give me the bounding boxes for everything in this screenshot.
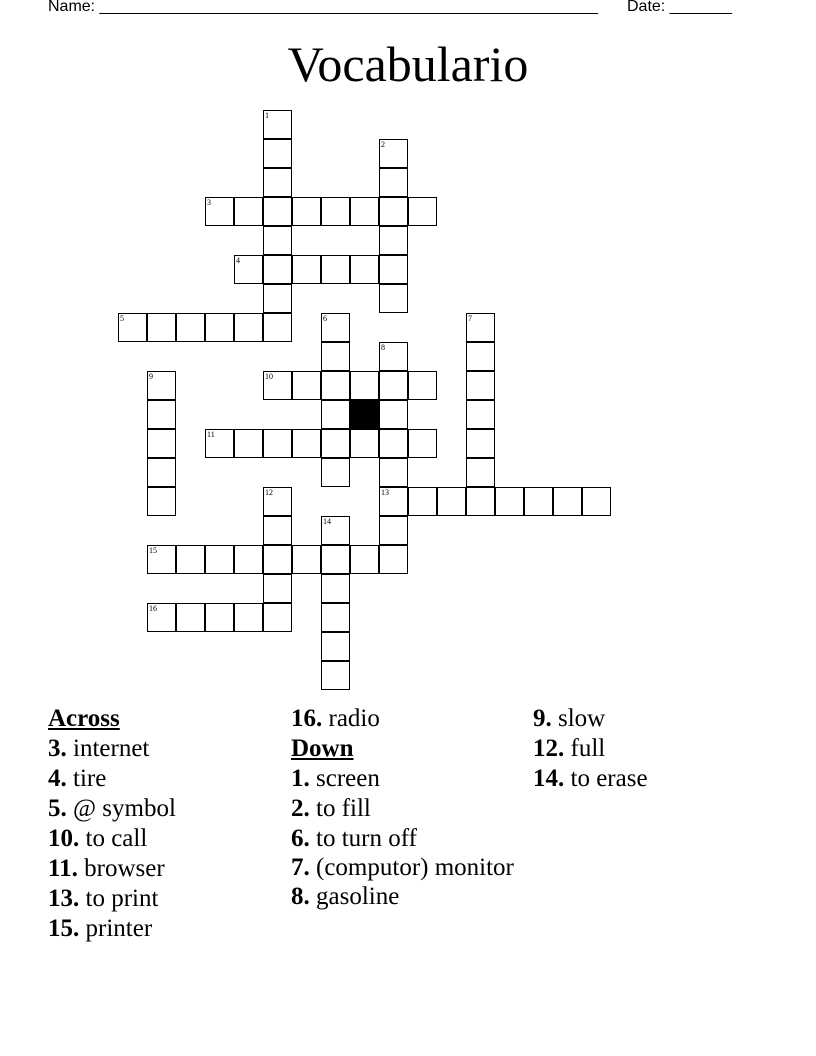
crossword-cell[interactable] [263,574,292,603]
crossword-cell[interactable] [379,516,408,545]
crossword-cell[interactable] [263,197,292,226]
crossword-cell[interactable] [234,255,263,284]
crossword-cell[interactable] [263,313,292,342]
across-clue-5: 5. @ symbol [48,795,176,822]
down-heading: Down [291,735,354,762]
crossword-cell[interactable] [437,487,466,516]
clue-number: 2 [381,140,385,149]
crossword-cell[interactable] [408,487,437,516]
crossword-cell[interactable] [147,371,176,400]
across-clue-4: 4. tire [48,765,107,792]
crossword-cell[interactable] [234,313,263,342]
clue-number: 1 [265,111,269,120]
crossword-cell[interactable] [321,371,350,400]
crossword-cell[interactable] [379,139,408,168]
clue-number: 15 [149,546,157,555]
crossword-cell[interactable] [263,284,292,313]
crossword-cell[interactable] [582,487,611,516]
crossword-cell[interactable] [379,487,408,516]
crossword-cell[interactable] [263,139,292,168]
date-line: Date: _______ [627,0,732,15]
crossword-cell[interactable] [321,603,350,632]
crossword-cell[interactable] [321,574,350,603]
crossword-cell[interactable] [321,342,350,371]
clue-number: 5 [120,314,124,323]
crossword-cell[interactable] [321,429,350,458]
crossword-cell[interactable] [263,255,292,284]
clue-number: 9 [149,372,153,381]
crossword-cell[interactable] [321,545,350,574]
down-clue-2: 2. to fill [291,795,371,822]
crossword-cell[interactable] [234,603,263,632]
crossword-cell[interactable] [263,487,292,516]
crossword-cell[interactable] [321,661,350,690]
crossword-cell[interactable] [495,487,524,516]
clue-number: 4 [236,256,240,265]
crossword-cell[interactable] [292,545,321,574]
crossword-cell[interactable] [321,197,350,226]
down-clue-1: 1. screen [291,765,380,792]
crossword-cell[interactable] [263,226,292,255]
crossword-cell[interactable] [350,197,379,226]
crossword-cell[interactable] [147,400,176,429]
clue-number: 6 [323,314,327,323]
clues-column-1 [48,704,278,944]
crossword-cell[interactable] [379,545,408,574]
clue-number: 16 [149,604,157,613]
crossword-cell[interactable] [379,371,408,400]
crossword-cell[interactable] [234,545,263,574]
down-clue-7: 7. (computor) monitor [291,854,514,881]
crossword-cell[interactable] [292,371,321,400]
across-heading: Across [48,705,120,732]
crossword-cell[interactable] [292,197,321,226]
across-clue-11: 11. browser [48,855,165,882]
crossword-cell[interactable] [321,255,350,284]
clues-column-2 [291,704,521,912]
crossword-cell[interactable] [379,400,408,429]
page-title: Vocabulario [287,36,529,92]
crossword-cell[interactable] [205,313,234,342]
down-clue-14: 14. to erase [533,765,648,792]
crossword-cell[interactable] [379,458,408,487]
crossword-cell[interactable] [292,255,321,284]
clue-number: 7 [468,314,472,323]
crossword-cell[interactable] [321,458,350,487]
crossword-black-cell [350,400,379,429]
crossword-cell[interactable] [350,545,379,574]
down-clue-12: 12. full [533,735,606,762]
clue-number: 13 [381,488,389,497]
crossword-cell[interactable] [321,632,350,661]
crossword-cell[interactable] [147,458,176,487]
crossword-cell[interactable] [466,487,495,516]
crossword-cell[interactable] [524,487,553,516]
crossword-cell[interactable] [234,197,263,226]
clues-column-3 [533,704,773,794]
crossword-cell[interactable] [147,313,176,342]
crossword-cell[interactable] [321,516,350,545]
crossword-cell[interactable] [147,603,176,632]
crossword-cell[interactable] [118,313,147,342]
crossword-cell[interactable] [408,429,437,458]
crossword-cell[interactable] [408,371,437,400]
crossword-cell[interactable] [379,168,408,197]
crossword-cell[interactable] [466,458,495,487]
crossword-cell[interactable] [379,429,408,458]
crossword-cell[interactable] [263,516,292,545]
crossword-cell[interactable] [466,371,495,400]
clue-number: 12 [265,488,273,497]
crossword-cell[interactable] [147,429,176,458]
crossword-cell[interactable] [379,226,408,255]
crossword-cell[interactable] [292,429,321,458]
crossword-cell[interactable] [466,429,495,458]
crossword-cell[interactable] [147,545,176,574]
crossword-cell[interactable] [321,400,350,429]
crossword-cell[interactable] [205,545,234,574]
across-clue-13: 13. to print [48,885,159,912]
crossword-cell[interactable] [466,342,495,371]
across-clue-3: 3. internet [48,735,150,762]
crossword-cell[interactable] [350,429,379,458]
clue-number: 10 [265,372,273,381]
crossword-cell[interactable] [263,429,292,458]
crossword-cell[interactable] [466,400,495,429]
crossword-cell[interactable] [263,545,292,574]
across-clue-16: 16. radio [291,705,380,732]
crossword-cell[interactable] [379,284,408,313]
crossword-cell[interactable] [263,603,292,632]
crossword-cell[interactable] [176,603,205,632]
crossword-cell[interactable] [147,487,176,516]
down-clue-6: 6. to turn off [291,825,417,852]
crossword-cell[interactable] [263,168,292,197]
name-line: Name: ________________________________________________________ [48,0,598,15]
crossword-cell[interactable] [205,197,234,226]
crossword-cell[interactable] [466,313,495,342]
clue-number: 3 [207,198,211,207]
down-clue-9: 9. slow [533,705,606,732]
crossword-cell[interactable] [205,429,234,458]
crossword-cell[interactable] [205,603,234,632]
crossword-cell[interactable] [176,545,205,574]
crossword-cell[interactable] [379,197,408,226]
clue-number: 11 [207,430,215,439]
across-clue-10: 10. to call [48,825,148,852]
crossword-cell[interactable] [234,429,263,458]
clue-number: 8 [381,343,385,352]
clue-number: 14 [323,517,331,526]
across-clue-15: 15. printer [48,915,153,942]
crossword-cell[interactable] [350,371,379,400]
crossword-cell[interactable] [408,197,437,226]
crossword-cell[interactable] [263,371,292,400]
crossword-cell[interactable] [176,313,205,342]
crossword-cell[interactable] [379,255,408,284]
crossword-cell[interactable] [263,110,292,139]
crossword-cell[interactable] [321,313,350,342]
crossword-cell[interactable] [379,342,408,371]
crossword-cell[interactable] [350,255,379,284]
down-clue-8: 8. gasoline [291,883,400,910]
crossword-cell[interactable] [553,487,582,516]
